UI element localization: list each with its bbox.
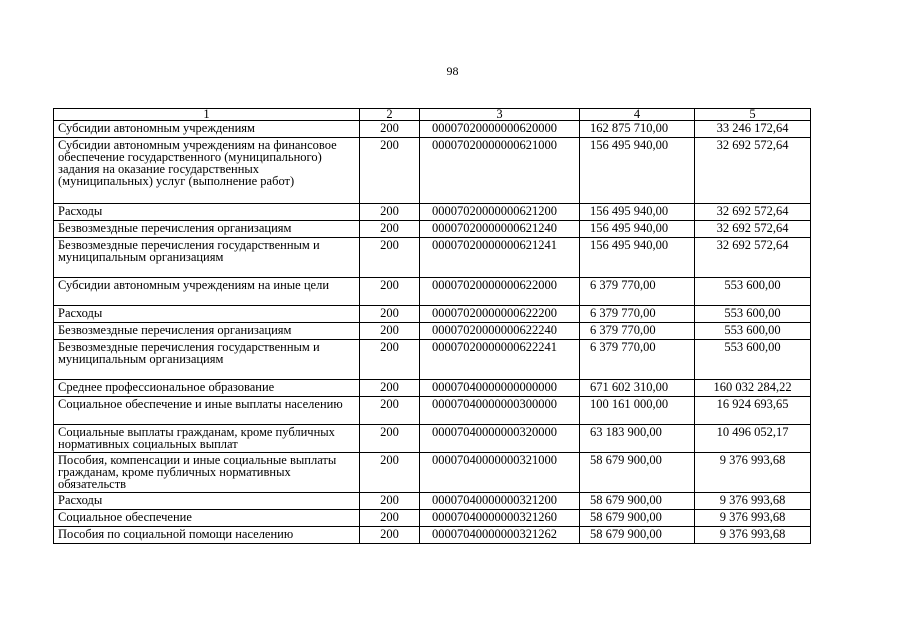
row-name: Безвозмездные перечисления государственным и муниципальным организациям <box>54 238 360 278</box>
row-admin-code: 200 <box>360 204 420 221</box>
row-name: Безвозмездные перечисления организациям <box>54 221 360 238</box>
row-planned-amount: 156 495 940,00 <box>580 204 695 221</box>
row-budget-code: 00007040000000300000 <box>420 397 580 425</box>
row-planned-amount: 156 495 940,00 <box>580 221 695 238</box>
row-budget-code: 00007040000000321262 <box>420 527 580 544</box>
row-executed-amount: 32 692 572,64 <box>695 238 811 278</box>
table-row <box>54 425 811 453</box>
row-admin-code: 200 <box>360 397 420 425</box>
row-name: Расходы <box>54 493 360 510</box>
column-header: 4 <box>580 109 695 121</box>
row-budget-code: 00007040000000320000 <box>420 425 580 453</box>
row-name: Расходы <box>54 306 360 323</box>
column-header: 3 <box>420 109 580 121</box>
row-admin-code: 200 <box>360 425 420 453</box>
row-name: Социальное обеспечение <box>54 510 360 527</box>
row-executed-amount: 9 376 993,68 <box>695 453 811 493</box>
row-budget-code: 00007020000000621200 <box>420 204 580 221</box>
table-row <box>54 221 811 238</box>
table-row <box>54 238 811 278</box>
row-name: Субсидии автономным учреждениям на финансовое обеспечение государственного (муниципального) задания на оказание государственных (муниципальных) услуг (выполнение работ) <box>54 138 360 204</box>
row-planned-amount: 6 379 770,00 <box>580 306 695 323</box>
row-admin-code: 200 <box>360 238 420 278</box>
table-row <box>54 397 811 425</box>
row-executed-amount: 9 376 993,68 <box>695 527 811 544</box>
table-row <box>54 380 811 397</box>
row-planned-amount: 162 875 710,00 <box>580 121 695 138</box>
row-budget-code: 00007040000000321260 <box>420 510 580 527</box>
row-executed-amount: 553 600,00 <box>695 278 811 306</box>
row-admin-code: 200 <box>360 121 420 138</box>
column-header: 2 <box>360 109 420 121</box>
row-name: Безвозмездные перечисления государственным и муниципальным организациям <box>54 340 360 380</box>
table-row <box>54 323 811 340</box>
row-name: Социальное обеспечение и иные выплаты населению <box>54 397 360 425</box>
page-number: 98 <box>446 64 459 78</box>
row-planned-amount: 156 495 940,00 <box>580 138 695 204</box>
row-executed-amount: 32 692 572,64 <box>695 138 811 204</box>
row-budget-code: 00007020000000622240 <box>420 323 580 340</box>
row-planned-amount: 58 679 900,00 <box>580 527 695 544</box>
row-planned-amount: 58 679 900,00 <box>580 493 695 510</box>
row-executed-amount: 9 376 993,68 <box>695 493 811 510</box>
row-planned-amount: 6 379 770,00 <box>580 323 695 340</box>
row-executed-amount: 553 600,00 <box>695 323 811 340</box>
row-name: Расходы <box>54 204 360 221</box>
row-name: Социальные выплаты гражданам, кроме публичных нормативных социальных выплат <box>54 425 360 453</box>
row-name: Пособия, компенсации и иные социальные выплаты гражданам, кроме публичных нормативных обязательств <box>54 453 360 493</box>
table-row <box>54 278 811 306</box>
row-executed-amount: 33 246 172,64 <box>695 121 811 138</box>
row-budget-code: 00007040000000000000 <box>420 380 580 397</box>
table-row <box>54 453 811 493</box>
table-header-row <box>54 109 811 121</box>
row-admin-code: 200 <box>360 306 420 323</box>
table-row <box>54 527 811 544</box>
row-budget-code: 00007020000000622241 <box>420 340 580 380</box>
row-admin-code: 200 <box>360 510 420 527</box>
table-row <box>54 306 811 323</box>
row-admin-code: 200 <box>360 323 420 340</box>
table-row <box>54 340 811 380</box>
row-executed-amount: 553 600,00 <box>695 306 811 323</box>
table-row <box>54 510 811 527</box>
row-admin-code: 200 <box>360 340 420 380</box>
table-row <box>54 493 811 510</box>
row-admin-code: 200 <box>360 453 420 493</box>
row-name: Пособия по социальной помощи населению <box>54 527 360 544</box>
row-budget-code: 00007020000000622200 <box>420 306 580 323</box>
table-row <box>54 121 811 138</box>
row-budget-code: 00007020000000621000 <box>420 138 580 204</box>
row-name: Субсидии автономным учреждениям на иные цели <box>54 278 360 306</box>
row-planned-amount: 58 679 900,00 <box>580 510 695 527</box>
row-admin-code: 200 <box>360 278 420 306</box>
row-name: Субсидии автономным учреждениям <box>54 121 360 138</box>
row-executed-amount: 9 376 993,68 <box>695 510 811 527</box>
row-budget-code: 00007020000000620000 <box>420 121 580 138</box>
row-executed-amount: 553 600,00 <box>695 340 811 380</box>
row-planned-amount: 58 679 900,00 <box>580 453 695 493</box>
row-executed-amount: 32 692 572,64 <box>695 204 811 221</box>
column-header: 5 <box>695 109 811 121</box>
column-header: 1 <box>54 109 360 121</box>
row-admin-code: 200 <box>360 527 420 544</box>
row-planned-amount: 671 602 310,00 <box>580 380 695 397</box>
row-name: Безвозмездные перечисления организациям <box>54 323 360 340</box>
row-planned-amount: 100 161 000,00 <box>580 397 695 425</box>
row-planned-amount: 6 379 770,00 <box>580 340 695 380</box>
row-planned-amount: 156 495 940,00 <box>580 238 695 278</box>
row-budget-code: 00007040000000321200 <box>420 493 580 510</box>
budget-table <box>53 108 811 544</box>
row-admin-code: 200 <box>360 221 420 238</box>
row-executed-amount: 10 496 052,17 <box>695 425 811 453</box>
row-budget-code: 00007020000000621241 <box>420 238 580 278</box>
row-planned-amount: 63 183 900,00 <box>580 425 695 453</box>
row-executed-amount: 32 692 572,64 <box>695 221 811 238</box>
table-row <box>54 204 811 221</box>
row-admin-code: 200 <box>360 380 420 397</box>
row-executed-amount: 16 924 693,65 <box>695 397 811 425</box>
row-executed-amount: 160 032 284,22 <box>695 380 811 397</box>
row-planned-amount: 6 379 770,00 <box>580 278 695 306</box>
row-admin-code: 200 <box>360 493 420 510</box>
row-budget-code: 00007020000000621240 <box>420 221 580 238</box>
row-budget-code: 00007020000000622000 <box>420 278 580 306</box>
table-row <box>54 138 811 204</box>
row-admin-code: 200 <box>360 138 420 204</box>
row-budget-code: 00007040000000321000 <box>420 453 580 493</box>
row-name: Среднее профессиональное образование <box>54 380 360 397</box>
